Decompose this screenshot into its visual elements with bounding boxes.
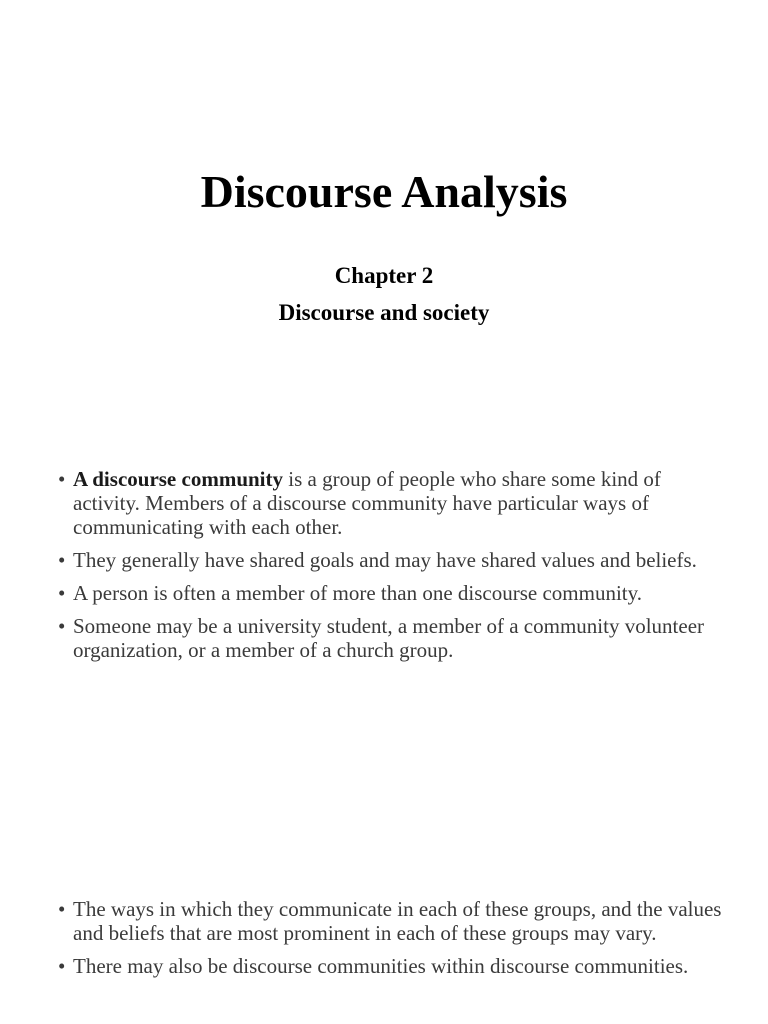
chapter-number: Chapter 2 (334, 263, 434, 288)
bullet-icon: • (58, 614, 66, 638)
bullet-list-1 (58, 467, 728, 671)
bullet-icon: • (58, 548, 66, 572)
bullet-list-2 (58, 897, 728, 987)
term-definition: is a group of people who share some kind of activity. Members of a discourse community have particular ways of communicating with each other. (73, 467, 661, 539)
list-item-text: The ways in which they communicate in each of these groups, and the values and beliefs that are most prominent in each of these groups may vary. (73, 897, 722, 945)
list-item-text: Someone may be a university student, a member of a community volunteer organization, or a member of a church group. (73, 614, 705, 662)
list-item (58, 467, 728, 539)
bullet-icon: • (58, 897, 66, 921)
bullet-icon: • (58, 954, 66, 978)
list-item (58, 548, 728, 572)
chapter-title: Discourse and society (278, 300, 490, 325)
list-item (58, 954, 728, 978)
list-item (58, 581, 728, 605)
bullet-icon: • (58, 467, 66, 491)
list-item-text: They generally have shared goals and may have shared values and beliefs. (73, 548, 697, 572)
list-item (58, 897, 728, 945)
bullet-icon: • (58, 581, 66, 605)
page-title: Discourse Analysis (200, 166, 568, 217)
term-bold: A discourse community (73, 467, 283, 491)
list-item-text: There may also be discourse communities within discourse communities. (73, 954, 689, 978)
list-item-text: A person is often a member of more than one discourse community. (73, 581, 642, 605)
list-item (58, 614, 728, 662)
